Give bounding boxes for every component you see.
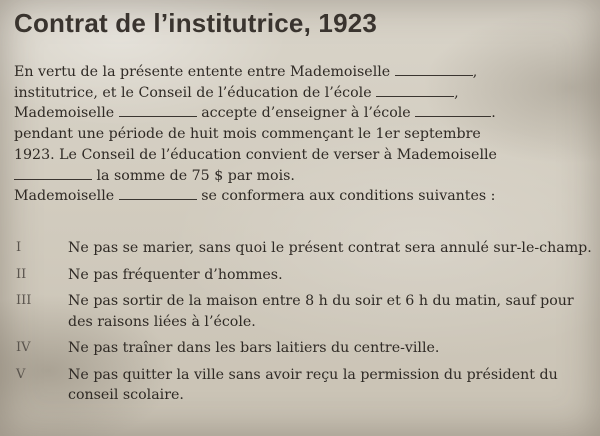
intro-line-3-text-a: Mademoiselle xyxy=(14,105,115,122)
condition-number: I xyxy=(16,240,22,255)
intro-line-7-text-b: se conformera aux conditions suivantes : xyxy=(201,188,496,205)
condition-item xyxy=(14,338,594,359)
conditions-list xyxy=(14,238,594,412)
condition-number: V xyxy=(16,366,26,382)
intro-line-3-punct: . xyxy=(491,105,496,122)
intro-line-2-text: institutrice, et le Conseil de l’éducation de l’école xyxy=(14,84,372,101)
intro-line-3-text-b: accepte d’enseigner à l’école xyxy=(201,105,411,122)
school-blank xyxy=(376,83,454,97)
intro-line-6 xyxy=(14,166,598,187)
intro-line-2-punct: , xyxy=(454,84,459,101)
condition-text: Ne pas fréquenter d’hommes. xyxy=(68,266,283,283)
condition-number: II xyxy=(16,266,27,282)
intro-line-3 xyxy=(14,103,598,124)
intro-line-7 xyxy=(14,186,598,207)
intro-line-6-text: la somme de 75 $ par mois. xyxy=(96,167,295,184)
name-blank xyxy=(395,62,473,76)
intro-line-1-text: En vertu de la présente entente entre Mademoiselle xyxy=(14,64,391,80)
intro-line-5: 1923. Le Conseil de l’éducation convient de verser à Mademoiselle xyxy=(14,146,497,163)
document-title: Contrat de l’institutrice, 1923 xyxy=(14,8,378,38)
intro-line-2 xyxy=(14,83,598,104)
condition-number: IV xyxy=(16,340,31,355)
intro-line-1-punct: , xyxy=(472,64,478,80)
condition-item xyxy=(14,291,594,332)
condition-text: Ne pas quitter la ville sans avoir reçu la permission du président du conseil scolaire. xyxy=(68,366,558,403)
contract-intro xyxy=(14,62,598,207)
condition-item xyxy=(14,365,594,406)
condition-item xyxy=(14,265,594,286)
intro-line-1 xyxy=(14,62,598,83)
name-blank-2 xyxy=(119,103,197,117)
name-blank-4 xyxy=(119,186,197,200)
condition-number: III xyxy=(16,293,32,308)
condition-item xyxy=(14,238,594,259)
condition-text: Ne pas se marier, sans quoi le présent contrat sera annulé sur-le-champ. xyxy=(68,240,592,256)
intro-line-4: pendant une période de huit mois commençant le 1er septembre xyxy=(14,126,481,143)
name-blank-3 xyxy=(14,166,92,180)
school-blank-2 xyxy=(415,103,491,117)
condition-text: Ne pas sortir de la maison entre 8 h du soir et 6 h du matin, sauf pour des raisons liées à l’école. xyxy=(68,293,574,330)
intro-line-7-text-a: Mademoiselle xyxy=(14,188,115,205)
condition-text: Ne pas traîner dans les bars laitiers du centre-ville. xyxy=(68,340,440,356)
